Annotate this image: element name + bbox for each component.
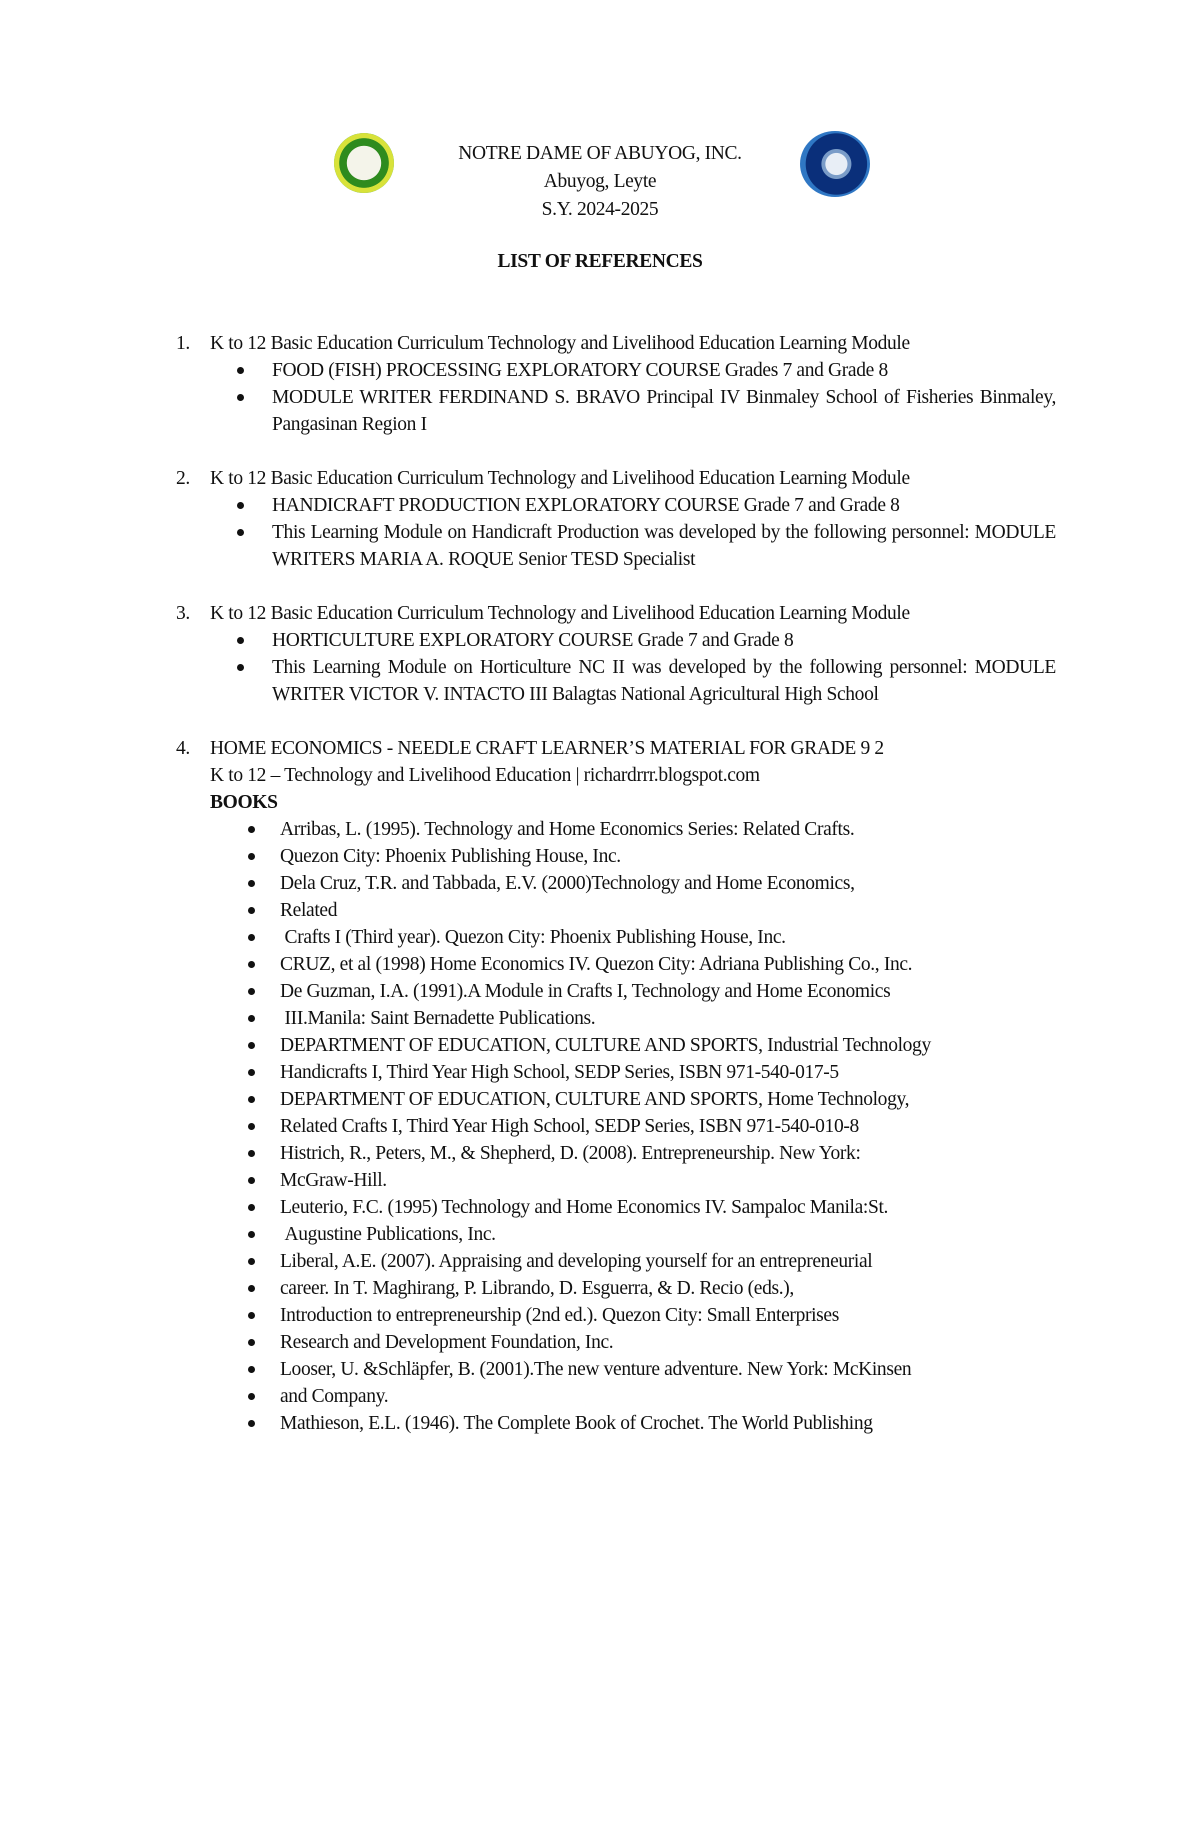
reference-source: K to 12 – Technology and Livelihood Education | richardrrr.blogspot.com [210, 765, 760, 786]
list-item: HORTICULTURE EXPLORATORY COURSE Grade 7 and Grade 8 [210, 627, 1056, 654]
list-item: DEPARTMENT OF EDUCATION, CULTURE AND SPORTS, Home Technology, [210, 1086, 1080, 1113]
list-item: Related Crafts I, Third Year High School, SEDP Series, ISBN 971-540-010-8 [210, 1113, 1080, 1140]
reference-number: 4. [176, 738, 190, 759]
reference-details [210, 492, 1056, 573]
list-item: Quezon City: Phoenix Publishing House, Inc. [210, 843, 1080, 870]
school-location: Abuyog, Leyte [543, 171, 657, 192]
list-item: Mathieson, E.L. (1946). The Complete Book of Crochet. The World Publishing [210, 1410, 1080, 1437]
document-header [0, 140, 1200, 224]
list-item: Augustine Publications, Inc. [210, 1221, 1080, 1248]
books-heading: BOOKS [210, 792, 278, 813]
reference-item [176, 465, 1056, 573]
reference-item [176, 600, 1056, 708]
reference-number: 3. [176, 603, 190, 624]
reference-title: HOME ECONOMICS - NEEDLE CRAFT LEARNER’S MATERIAL FOR GRADE 9 2 [210, 738, 884, 759]
reference-title: K to 12 Basic Education Curriculum Technology and Livelihood Education Learning Module [210, 333, 910, 354]
list-item: Dela Cruz, T.R. and Tabbada, E.V. (2000)Technology and Home Economics, [210, 870, 1080, 897]
reference-details [210, 357, 1056, 438]
list-item: De Guzman, I.A. (1991).A Module in Crafts I, Technology and Home Economics [210, 978, 1080, 1005]
list-item: Arribas, L. (1995). Technology and Home Economics Series: Related Crafts. [210, 816, 1080, 843]
list-item: FOOD (FISH) PROCESSING EXPLORATORY COURSE Grades 7 and Grade 8 [210, 357, 1056, 384]
list-item: HANDICRAFT PRODUCTION EXPLORATORY COURSE Grade 7 and Grade 8 [210, 492, 1056, 519]
list-item: career. In T. Maghirang, P. Librando, D. Esguerra, & D. Recio (eds.), [210, 1275, 1080, 1302]
books-list [210, 816, 1056, 1437]
list-item: Introduction to entrepreneurship (2nd ed.). Quezon City: Small Enterprises [210, 1302, 1080, 1329]
reference-number: 1. [176, 333, 190, 354]
reference-title: K to 12 Basic Education Curriculum Technology and Livelihood Education Learning Module [210, 468, 910, 489]
list-item: III.Manila: Saint Bernadette Publications. [210, 1005, 1080, 1032]
list-item: Liberal, A.E. (2007). Appraising and developing yourself for an entrepreneurial [210, 1248, 1080, 1275]
list-item: Research and Development Foundation, Inc. [210, 1329, 1080, 1356]
reference-item [176, 735, 1056, 1437]
school-name: NOTRE DAME OF ABUYOG, INC. [458, 143, 742, 164]
reference-number: 2. [176, 468, 190, 489]
list-item: Handicrafts I, Third Year High School, SEDP Series, ISBN 971-540-017-5 [210, 1059, 1080, 1086]
list-item: Histrich, R., Peters, M., & Shepherd, D. (2008). Entrepreneurship. New York: [210, 1140, 1080, 1167]
list-item: DEPARTMENT OF EDUCATION, CULTURE AND SPORTS, Industrial Technology [210, 1032, 1080, 1059]
school-year: S.Y. 2024-2025 [541, 199, 659, 220]
page-title: LIST OF REFERENCES [497, 251, 703, 272]
references-list [176, 330, 1056, 1464]
list-item: This Learning Module on Handicraft Production was developed by the following personnel: MODULE WRITERS MARIA A. ROQUE Senior TESD Specialist [210, 519, 1056, 573]
list-item: McGraw-Hill. [210, 1167, 1080, 1194]
list-item: Crafts I (Third year). Quezon City: Phoenix Publishing House, Inc. [210, 924, 1080, 951]
reference-title: K to 12 Basic Education Curriculum Technology and Livelihood Education Learning Module [210, 603, 910, 624]
list-item: CRUZ, et al (1998) Home Economics IV. Quezon City: Adriana Publishing Co., Inc. [210, 951, 1080, 978]
list-item: Related [210, 897, 1080, 924]
list-item: MODULE WRITER FERDINAND S. BRAVO Principal IV Binmaley School of Fisheries Binmaley, Pangasinan Region I [210, 384, 1056, 438]
list-item: and Company. [210, 1383, 1080, 1410]
reference-details [210, 627, 1056, 708]
list-item: Leuterio, F.C. (1995) Technology and Home Economics IV. Sampaloc Manila:St. [210, 1194, 1080, 1221]
reference-item [176, 330, 1056, 438]
list-item: This Learning Module on Horticulture NC II was developed by the following personnel: MODULE WRITER VICTOR V. INTACTO III Balagtas National Agricultural High School [210, 654, 1056, 708]
list-item: Looser, U. &Schläpfer, B. (2001).The new venture adventure. New York: McKinsen [210, 1356, 1080, 1383]
